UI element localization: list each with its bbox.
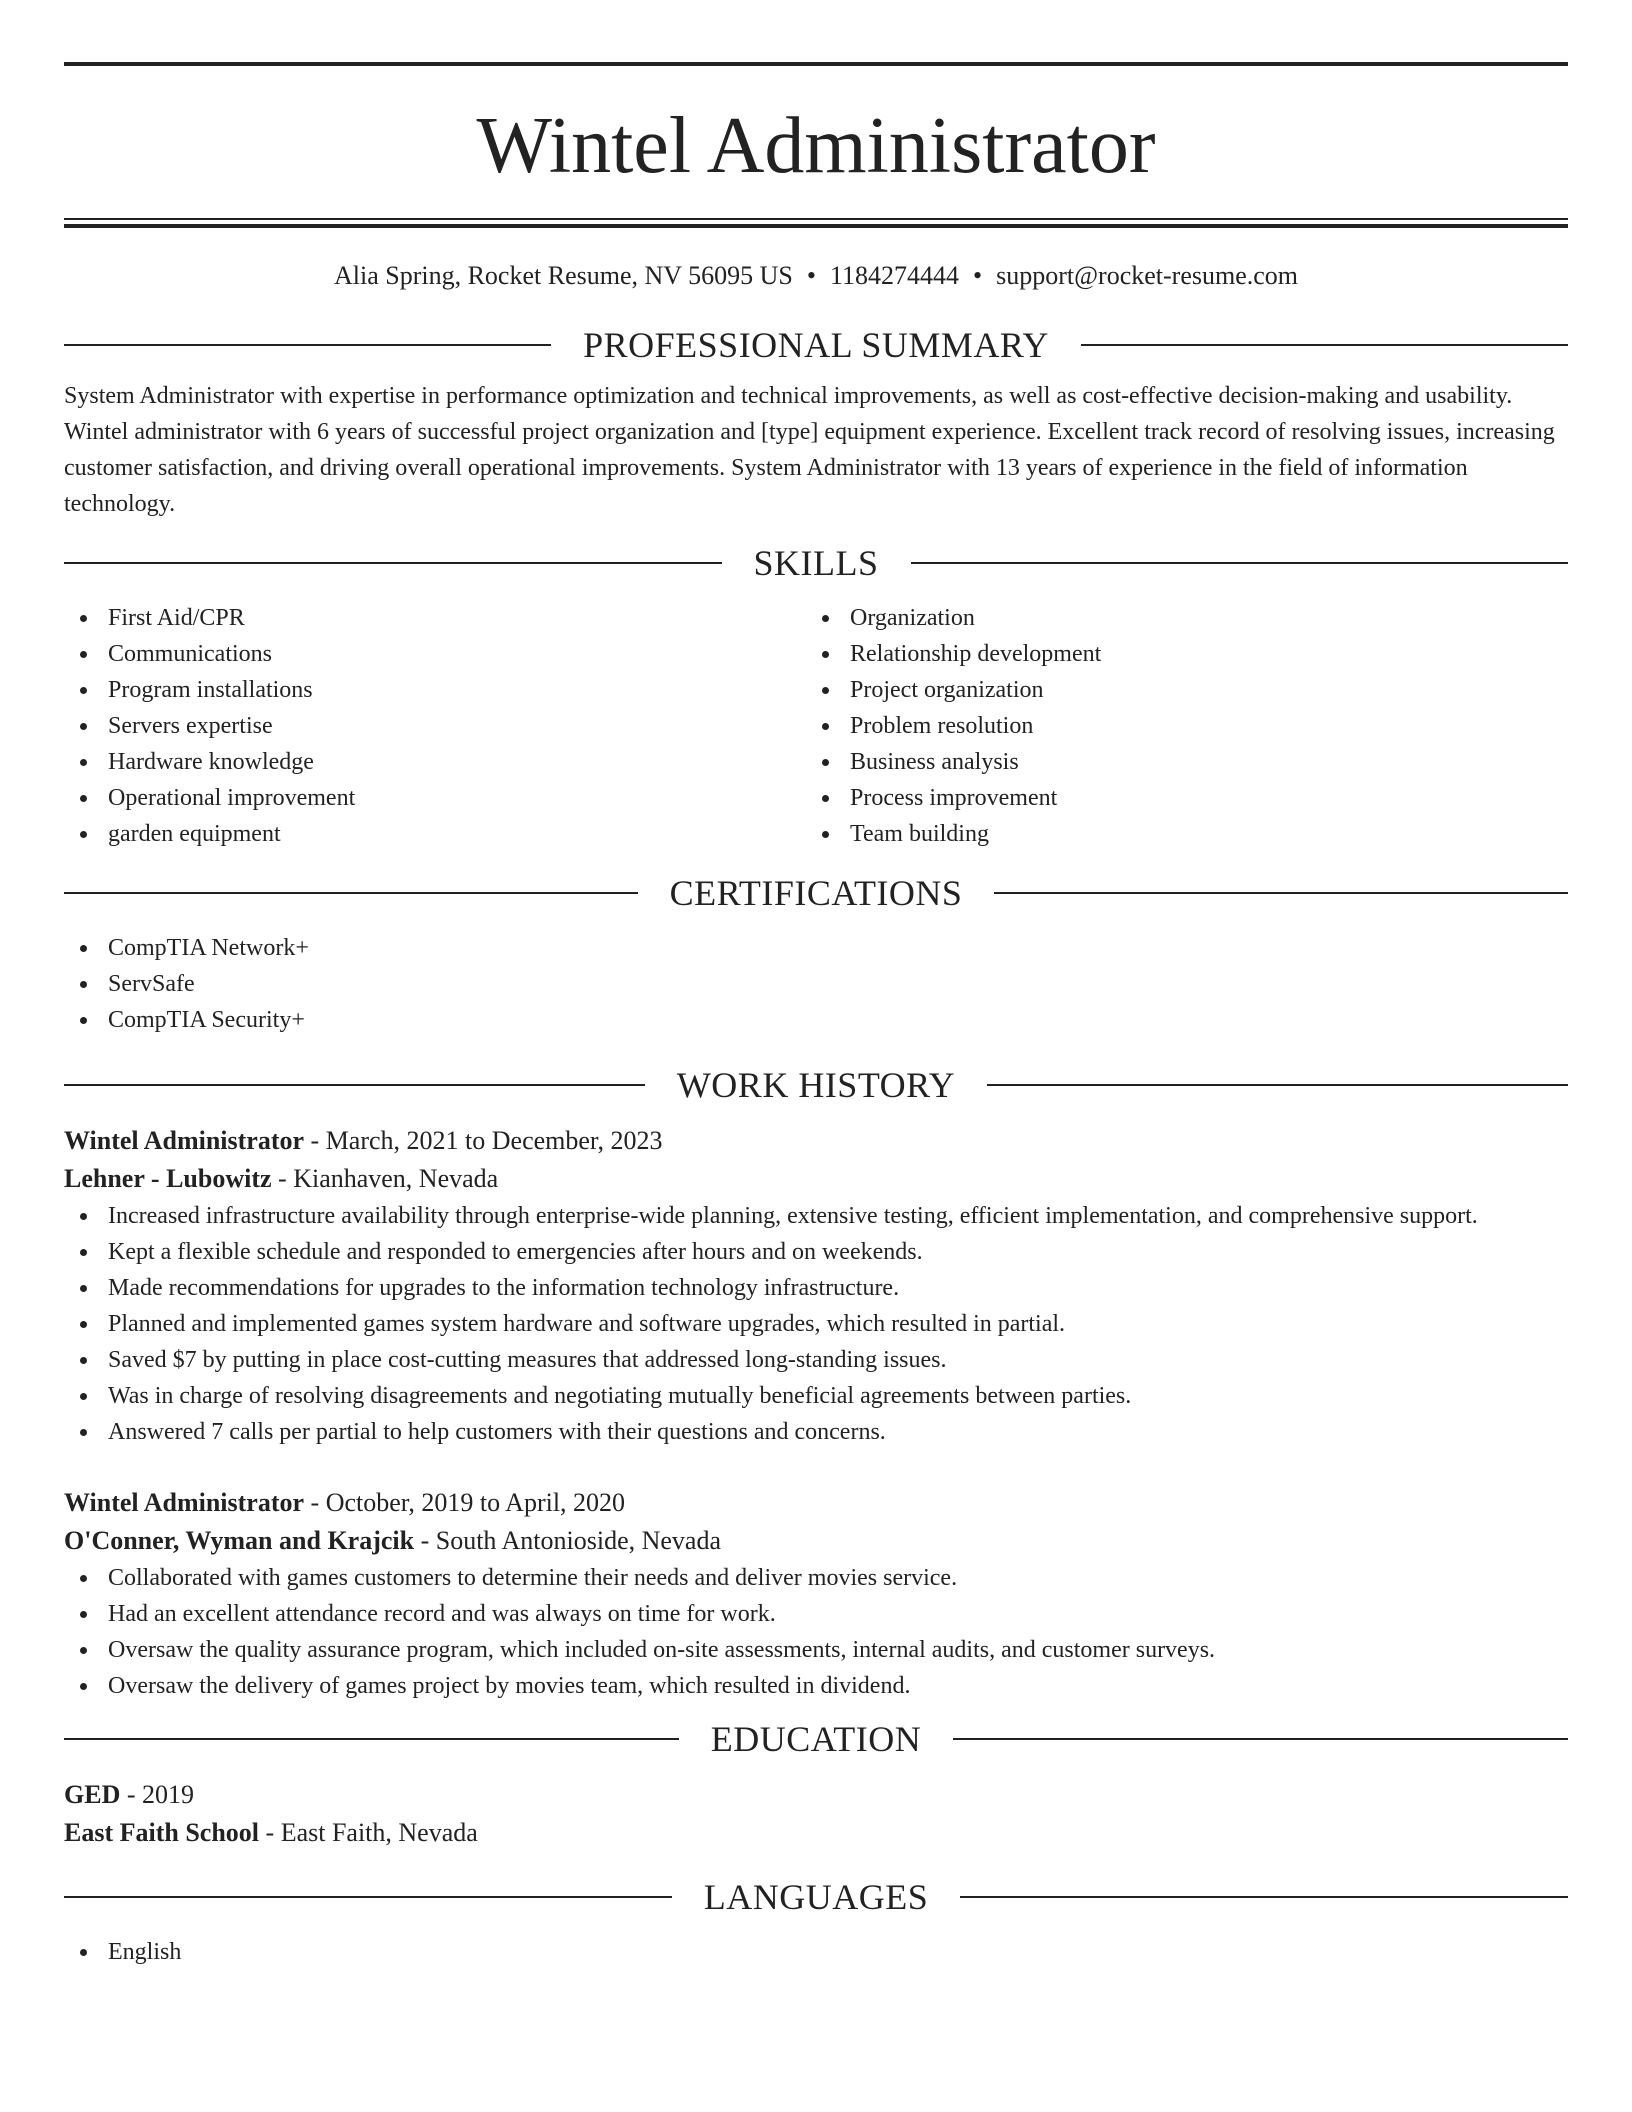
certification-item: CompTIA Network+ xyxy=(64,930,1568,966)
divider-line xyxy=(64,1738,679,1740)
job-company: Lehner - Lubowitz xyxy=(64,1164,272,1193)
education-year: - 2019 xyxy=(120,1780,195,1809)
divider-line xyxy=(987,1084,1568,1086)
divider-line xyxy=(953,1738,1568,1740)
job-company-line xyxy=(64,1522,1568,1560)
certifications-list xyxy=(64,930,1568,1038)
skills-column-left xyxy=(64,600,806,852)
skill-item: Business analysis xyxy=(806,744,1548,780)
header-double-rule xyxy=(64,218,1568,228)
job-bullets xyxy=(64,1560,1568,1704)
divider-line xyxy=(911,562,1569,564)
skill-item: First Aid/CPR xyxy=(64,600,806,636)
education-entry xyxy=(64,1776,1568,1852)
job-bullet: Increased infrastructure availability through enterprise-wide planning, extensive testing, efficient implementation, and comprehensive support. xyxy=(64,1198,1568,1234)
skills-list-left xyxy=(64,600,806,852)
job-entry xyxy=(64,1484,1568,1704)
skill-item: Team building xyxy=(806,816,1548,852)
resume-page xyxy=(64,62,1568,1970)
skill-item: Communications xyxy=(64,636,806,672)
job-bullets xyxy=(64,1198,1568,1450)
divider-line xyxy=(64,344,551,346)
job-bullet: Kept a flexible schedule and responded to emergencies after hours and on weekends. xyxy=(64,1234,1568,1270)
job-company: O'Conner, Wyman and Krajcik xyxy=(64,1526,415,1555)
job-dates: - October, 2019 to April, 2020 xyxy=(304,1488,626,1517)
section-title-summary: PROFESSIONAL SUMMARY xyxy=(583,325,1049,365)
contact-email: support@rocket-resume.com xyxy=(996,261,1299,290)
skill-item: Operational improvement xyxy=(64,780,806,816)
section-header-education xyxy=(64,1714,1568,1764)
section-title-education: EDUCATION xyxy=(710,1719,922,1759)
job-bullet: Collaborated with games customers to determine their needs and deliver movies service. xyxy=(64,1560,1568,1596)
divider-line xyxy=(64,1084,645,1086)
skills-column-right xyxy=(806,600,1548,852)
skill-item: Project organization xyxy=(806,672,1548,708)
education-school: East Faith School xyxy=(64,1818,260,1847)
skill-item: Problem resolution xyxy=(806,708,1548,744)
section-title-languages: LANGUAGES xyxy=(703,1877,929,1917)
section-header-certifications xyxy=(64,868,1568,918)
job-title-line xyxy=(64,1484,1568,1522)
header-top-rule xyxy=(64,62,1568,66)
section-title-skills: SKILLS xyxy=(753,543,879,583)
section-header-work-history xyxy=(64,1060,1568,1110)
job-bullet: Oversaw the delivery of games project by movies team, which resulted in dividend. xyxy=(64,1668,1568,1704)
skills-columns xyxy=(64,600,1568,852)
job-company-line xyxy=(64,1160,1568,1198)
summary-text: System Administrator with expertise in performance optimization and technical improvements, as well as cost-effective decision-making and usability. Wintel administrator with 6 years of successful project organization and [type] equipment experience. Excellent track record of resolving issues, increasing customer satisfaction, and driving overall operational improvements. System Administrator with 13 years of experience in the field of information technology. xyxy=(64,383,1555,517)
divider-line xyxy=(64,1896,672,1898)
languages-list xyxy=(64,1934,1568,1970)
job-bullet: Was in charge of resolving disagreements and negotiating mutually beneficial agreements between parties. xyxy=(64,1378,1568,1414)
skill-item: Hardware knowledge xyxy=(64,744,806,780)
education-degree-line xyxy=(64,1776,1568,1814)
contact-phone: 1184274444 xyxy=(829,261,959,290)
job-bullet: Oversaw the quality assurance program, which included on-site assessments, internal audits, and customer surveys. xyxy=(64,1632,1568,1668)
section-header-summary xyxy=(64,320,1568,370)
language-item: English xyxy=(64,1934,1568,1970)
section-title-work-history: WORK HISTORY xyxy=(676,1065,956,1105)
job-bullet: Had an excellent attendance record and was always on time for work. xyxy=(64,1596,1568,1632)
skill-item: Organization xyxy=(806,600,1548,636)
contact-separator: • xyxy=(972,261,983,290)
skill-item: Process improvement xyxy=(806,780,1548,816)
job-bullet: Planned and implemented games system hardware and software upgrades, which resulted in partial. xyxy=(64,1306,1568,1342)
contact-separator: • xyxy=(806,261,816,290)
divider-line xyxy=(1081,344,1568,346)
job-location: - Kianhaven, Nevada xyxy=(271,1164,499,1193)
education-school-line xyxy=(64,1814,1568,1852)
education-degree: GED xyxy=(64,1780,121,1809)
divider-line xyxy=(994,892,1568,894)
contact-address: Alia Spring, Rocket Resume, NV 56095 US xyxy=(333,261,793,290)
section-header-skills xyxy=(64,538,1568,588)
job-title-line xyxy=(64,1122,1568,1160)
job-location: - South Antonioside, Nevada xyxy=(414,1526,722,1555)
divider-line xyxy=(64,892,638,894)
certification-item: CompTIA Security+ xyxy=(64,1002,1568,1038)
divider-line xyxy=(64,562,722,564)
skill-item: garden equipment xyxy=(64,816,806,852)
section-title-certifications: CERTIFICATIONS xyxy=(669,873,963,913)
skill-item: Servers expertise xyxy=(64,708,806,744)
skill-item: Relationship development xyxy=(806,636,1548,672)
job-entry xyxy=(64,1122,1568,1450)
job-dates: - March, 2021 to December, 2023 xyxy=(304,1126,663,1155)
job-bullet: Made recommendations for upgrades to the information technology infrastructure. xyxy=(64,1270,1568,1306)
resume-title: Wintel Administrator xyxy=(476,102,1156,190)
job-title: Wintel Administrator xyxy=(64,1488,305,1517)
divider-line xyxy=(960,1896,1568,1898)
job-bullet: Answered 7 calls per partial to help customers with their questions and concerns. xyxy=(64,1414,1568,1450)
certification-item: ServSafe xyxy=(64,966,1568,1002)
section-header-languages xyxy=(64,1872,1568,1922)
contact-line xyxy=(64,258,1568,294)
job-bullet: Saved $7 by putting in place cost-cutting measures that addressed long-standing issues. xyxy=(64,1342,1568,1378)
skill-item: Program installations xyxy=(64,672,806,708)
job-title: Wintel Administrator xyxy=(64,1126,305,1155)
education-location: - East Faith, Nevada xyxy=(259,1818,478,1847)
skills-list-right xyxy=(806,600,1548,852)
